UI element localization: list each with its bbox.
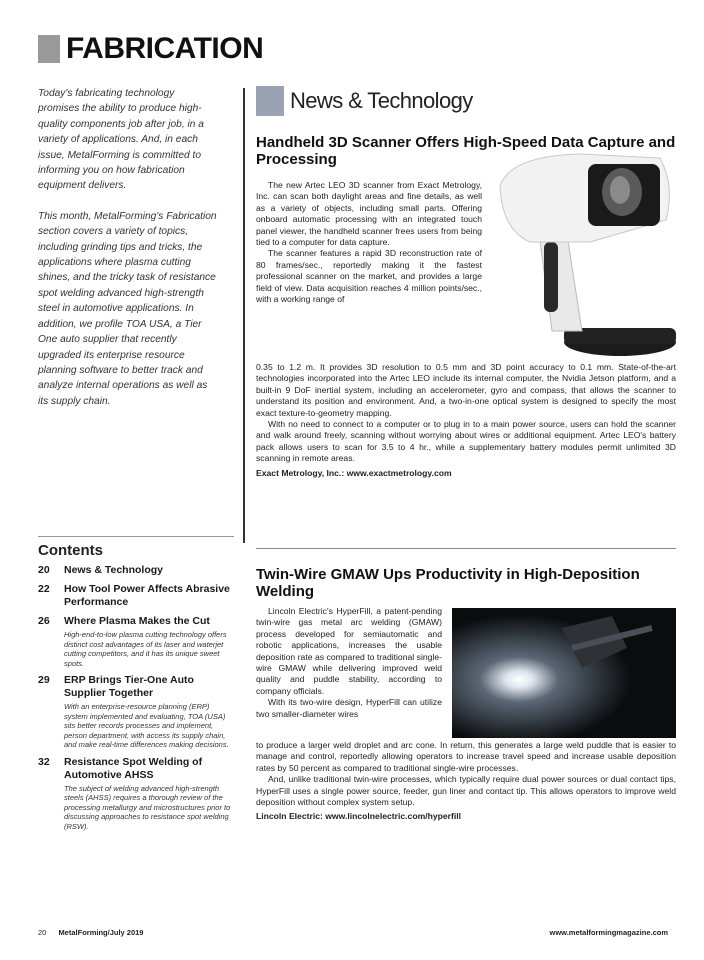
news-marker [256,86,284,116]
toc-description: High-end-to-low plasma cutting technology offers distinct cost advantages of its laser and waterjet cutting competitors, and it has its unique sweet spots. [64,630,227,668]
news-title: News & Technology [290,88,473,113]
toc-item[interactable] [38,583,234,609]
column-divider [243,88,245,543]
intro-paragraph: This month, MetalForming's Fabrication section covers a variety of topics, including grinding tips and tricks, the applications where plasma cutting shines, and the tricky task of resistance spot welding advanced high-strength steel in automotive applications. In addition, we profile TOA USA, a Tier One auto supplier that recently upgraded its enterprise resource planning software to better track and analyze internal operations as well as its supply chain. [38,210,217,407]
magazine-issue: MetalForming/July 2019 [58,928,144,937]
toc-description: The subject of welding advanced high-strength steels (AHSS) requires a thorough review of the processing metallurgy and microstructures prior to discussing approaches to resistance spot welding (RSW). [64,783,231,831]
article2-paragraph: With its two-wire design, HyperFill can utilize two smaller-diameter wires [256,697,442,719]
contents-list [38,564,234,837]
article2-paragraph: Lincoln Electric's HyperFill, a patent-pending twin-wire gas metal arc welding (GMAW) process developed for semiautomatic and robotic applications, increases the usable deposition rate as compared to traditional single-wire GMAW while delivering improved weld quality and puddle stability, according to company officials. [256,606,442,696]
toc-title: News & Technology [64,564,163,576]
toc-page: 20 [38,564,50,576]
3d-scanner-image [470,146,680,366]
toc-page: 22 [38,583,50,595]
toc-page: 32 [38,755,50,768]
toc-item[interactable] [38,674,234,750]
welding-arc-image [452,608,676,738]
toc-item[interactable] [38,615,234,668]
section-header [38,32,263,66]
article1-body-full [256,362,676,479]
magazine-url[interactable]: www.metalformingmagazine.com [549,928,668,937]
article1-paragraph: The new Artec LEO 3D scanner from Exact Metrology, Inc. can scan both daylight areas and fine details, as well as a variety of objects, including small parts. Offering onboard automatic processing with an integrated touch panel viewer, the handheld scanner frees users from being tied to a computer for data capture. [256,180,482,248]
article2-body-full [256,740,676,822]
article2-paragraph: And, unlike traditional twin-wire processes, which typically require dual power sources or dual contact tips, HyperFill uses a single power source, feeder, gun liner and contact tip. This allows operators to improve weld deposition without complex system setup. [256,774,676,808]
article1-body-narrow [256,180,482,305]
toc-item[interactable] [38,756,234,832]
toc-page: 26 [38,615,50,627]
page-footer [38,928,668,937]
article1-title: Handheld 3D Scanner Offers High-Speed Data Capture and Processing [256,134,676,168]
toc-title: ERP Brings Tier-One Auto Supplier Together [64,674,194,699]
article-separator [256,548,676,549]
article1-paragraph: With no need to connect to a computer or to plug in to a main power source, users can hold the scanner and walk around freely, scanning without worrying about wires or additional equipment. Artec LEO's battery pack allows users to scan for 3.5 to 4 hr., while a supplementary battery modules permit unlimited 3D scanning in remote areas. [256,419,676,464]
toc-title: Resistance Spot Welding of Automotive AHSS [64,755,203,781]
page-number: 20 [38,928,47,937]
toc-description: With an enterprise-resource planning (ERP) system implemented and evaluating, TOA (USA) sits better records processes and implement, person department, with access its supply chain, and make real-time differences making decisions. [64,702,229,749]
contents-rule [38,536,234,537]
toc-page: 29 [38,674,50,686]
article2-source[interactable]: Lincoln Electric: www.lincolnelectric.com/hyperfill [256,811,462,822]
article2-body-narrow [256,606,442,720]
article1-source[interactable]: Exact Metrology, Inc.: www.exactmetrology.com [256,467,452,478]
article1-paragraph: 0.35 to 1.2 m. It provides 3D resolution to 0.5 mm and 3D point accuracy to 0.1 mm. State-of-the-art technologies incorporated into the Artec LEO include its internal computer, the Nvidia Jetson platform, and a built-in 9 DoF inertial system, including an accelerometer, gyro and compass, that allows the scanner to understand its position and environment. And, a two-in-one optical system is designed to specify the most exact texture-to-geometry mapping. [256,362,676,418]
section-marker [38,35,60,63]
article2-title: Twin-Wire GMAW Ups Productivity in High-Deposition Welding [256,566,640,600]
article1-paragraph: The scanner features a rapid 3D reconstruction rate of 80 frames/sec., reportedly making it the fastest professional scanner on the market, and provides a large field of view. Data acquisition reaches 4 million points/sec., with a working range of [256,248,482,305]
toc-title: How Tool Power Affects Abrasive Performance [64,583,230,608]
contents-title: Contents [38,542,103,559]
toc-item[interactable] [38,564,234,577]
toc-title: Where Plasma Makes the Cut [64,615,210,627]
article2-paragraph: to produce a larger weld droplet and arc cone. In return, this generates a large weld puddle that is easier to manage and control, reportedly allowing operators to increase travel speed and increase usable deposition rates by 50 percent as compared to traditional single-wire processes. [256,740,676,773]
intro-text [38,86,218,424]
news-header [256,86,473,116]
intro-paragraph: Today's fabricating technology promises the ability to produce high-quality components job after job, in a variety of applications. And, in each issue, MetalForming is committed to informing you on how fabrication equipment delivers. [38,88,204,192]
section-title: FABRICATION [66,32,264,65]
